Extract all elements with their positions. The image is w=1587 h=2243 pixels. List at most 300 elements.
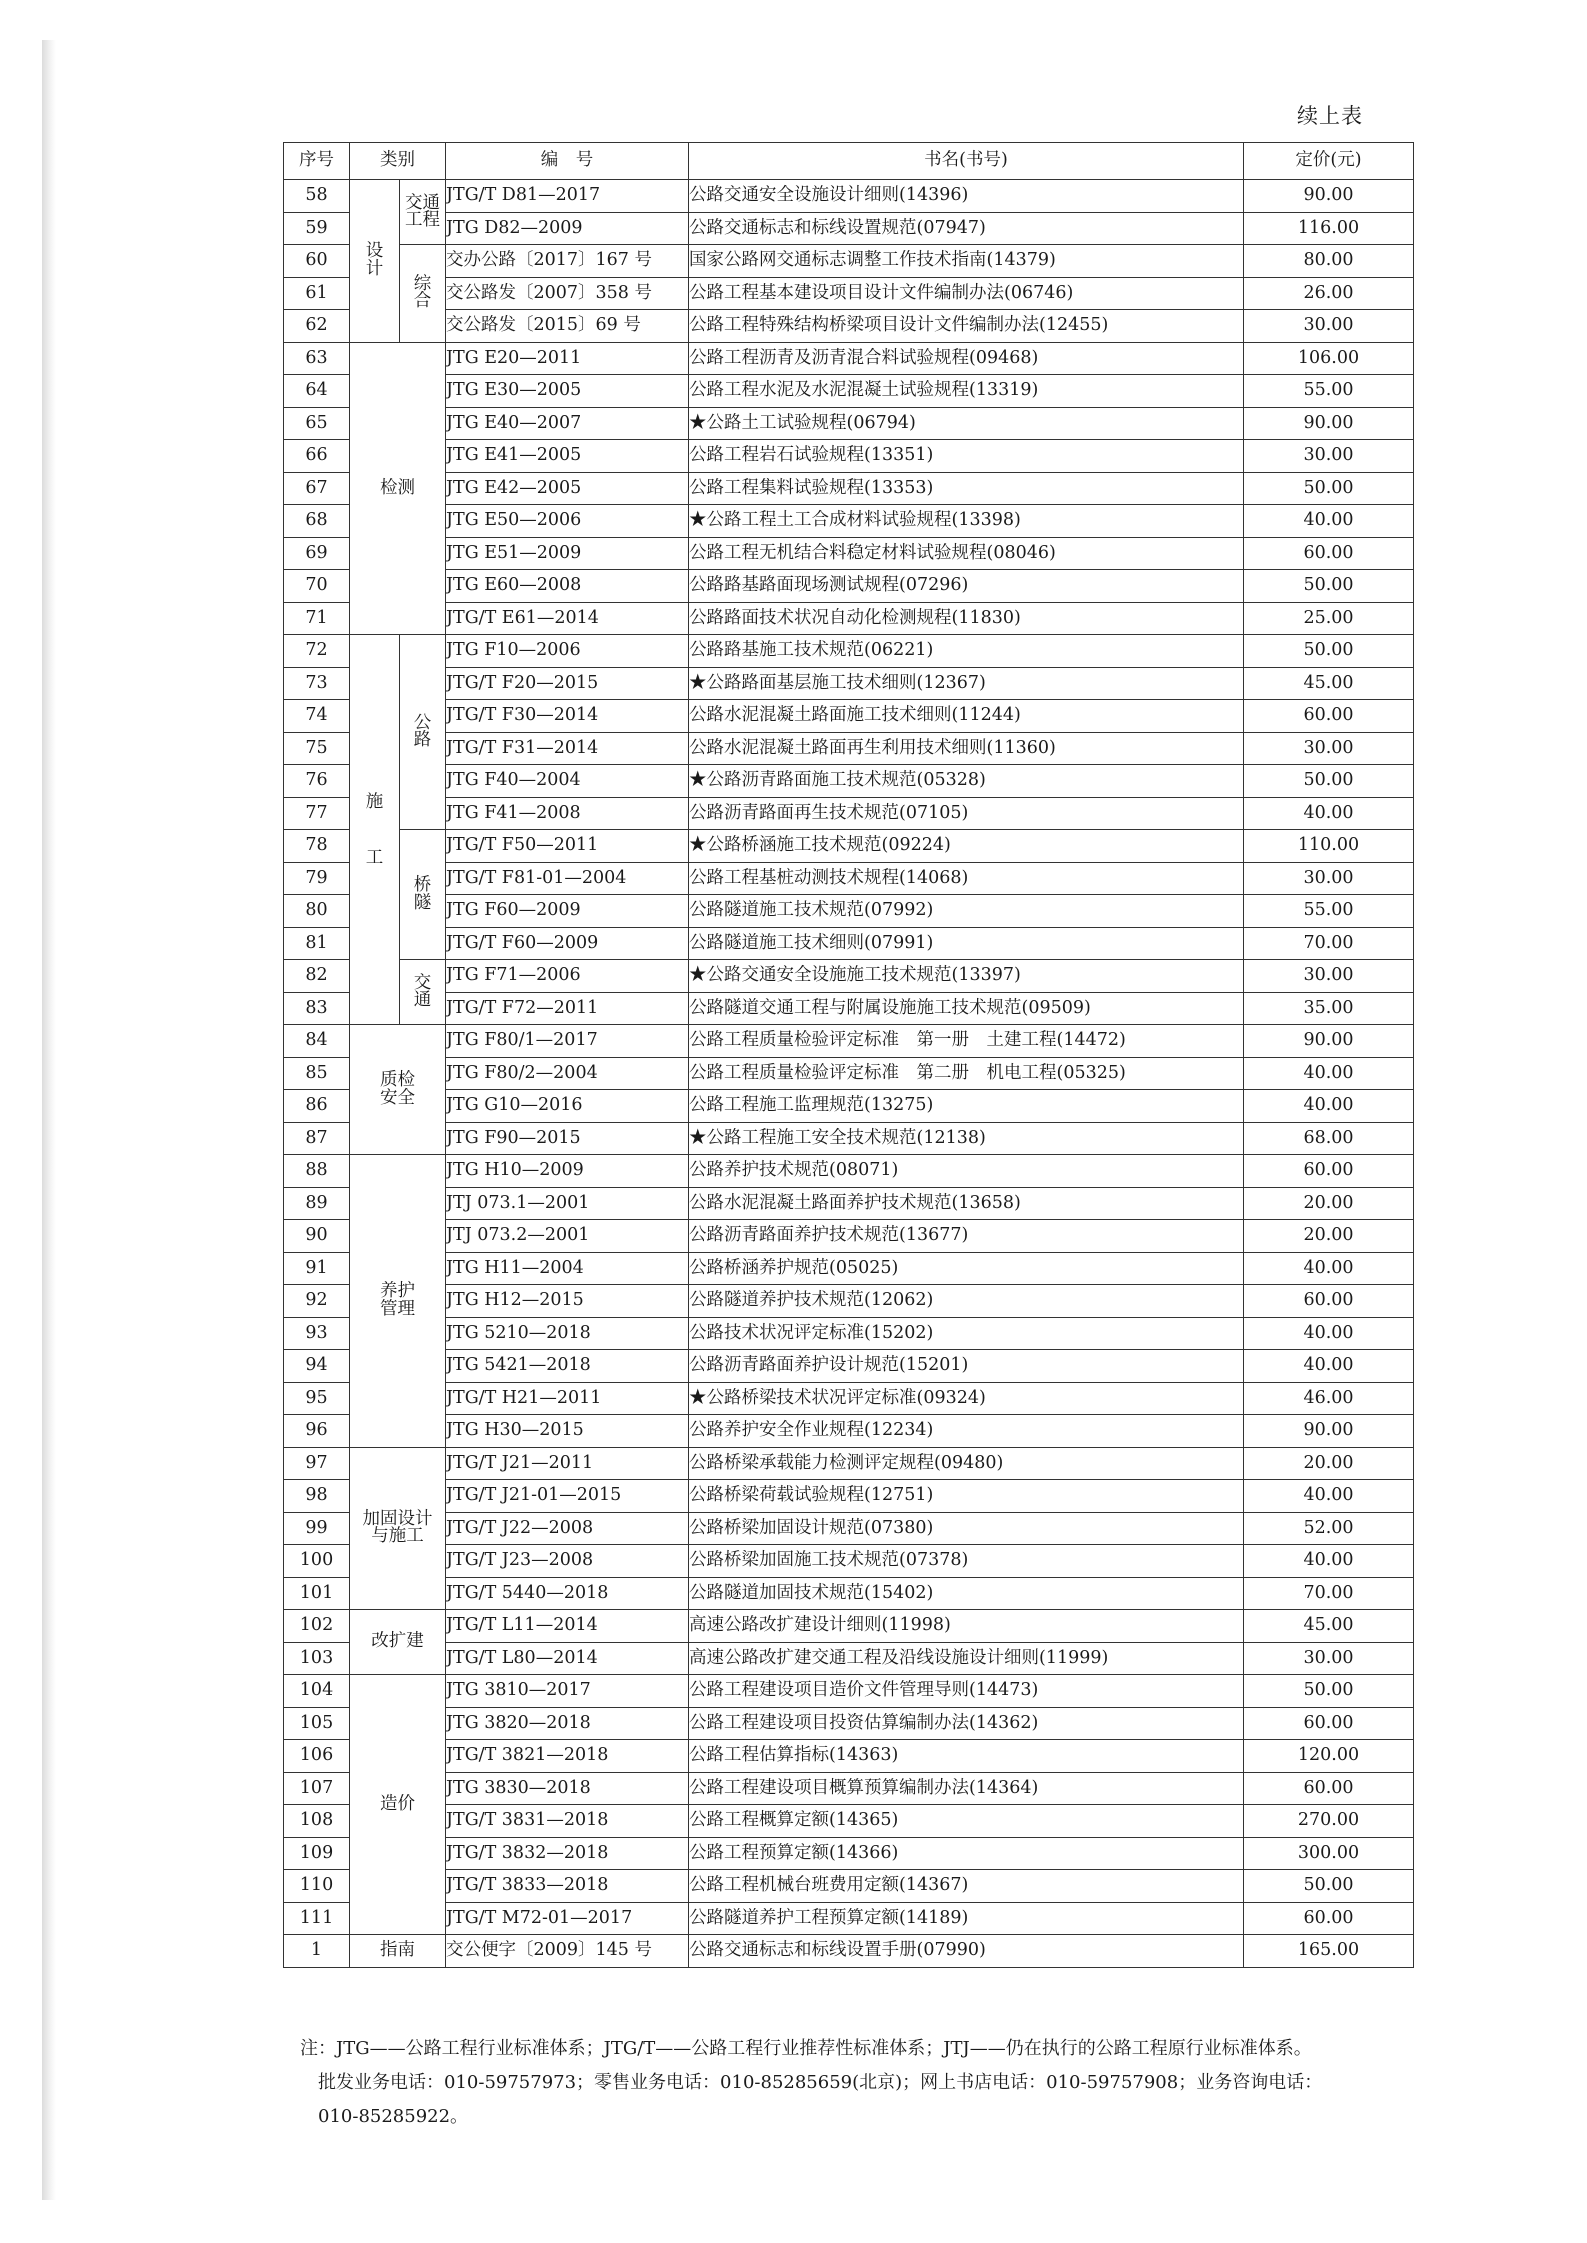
- table-row: [284, 1577, 1414, 1610]
- header-price: 定价(元): [1244, 143, 1414, 180]
- table-row: [284, 570, 1414, 603]
- row-title: 公路交通安全设施设计细则(14396): [689, 180, 1244, 213]
- row-no: 63: [284, 342, 350, 375]
- row-code: 交公路发〔2007〕358 号: [446, 277, 689, 310]
- row-title: 公路水泥混凝土路面再生利用技术细则(11360): [689, 732, 1244, 765]
- row-title: ★公路工程土工合成材料试验规程(13398): [689, 505, 1244, 538]
- table-row: [284, 1870, 1414, 1903]
- row-no: 93: [284, 1317, 350, 1350]
- row-code: JTG/T D81—2017: [446, 180, 689, 213]
- row-code: JTG/T F20—2015: [446, 667, 689, 700]
- row-price: 40.00: [1244, 1480, 1414, 1513]
- row-no: 68: [284, 505, 350, 538]
- row-title: ★公路土工试验规程(06794): [689, 407, 1244, 440]
- table-row: [284, 472, 1414, 505]
- table-row: [284, 862, 1414, 895]
- row-code: JTG/T 3821—2018: [446, 1740, 689, 1773]
- row-price: 45.00: [1244, 667, 1414, 700]
- row-no: 76: [284, 765, 350, 798]
- row-code: JTG/T J21—2011: [446, 1447, 689, 1480]
- row-code: JTG 5421—2018: [446, 1350, 689, 1383]
- row-no: 75: [284, 732, 350, 765]
- row-code: JTG F10—2006: [446, 635, 689, 668]
- table-row: [284, 1155, 1414, 1188]
- row-no: 85: [284, 1057, 350, 1090]
- row-no: 79: [284, 862, 350, 895]
- header-code: 编 号: [446, 143, 689, 180]
- row-code: JTG E60—2008: [446, 570, 689, 603]
- row-code: JTG E41—2005: [446, 440, 689, 473]
- row-price: 30.00: [1244, 1642, 1414, 1675]
- row-title: 公路工程基本建设项目设计文件编制办法(06746): [689, 277, 1244, 310]
- row-no: 88: [284, 1155, 350, 1188]
- row-title: 公路桥涵养护规范(05025): [689, 1252, 1244, 1285]
- header-title: 书名(书号): [689, 143, 1244, 180]
- table-row: [284, 797, 1414, 830]
- table-row: [284, 1675, 1414, 1708]
- category-testing: 检测: [350, 342, 446, 635]
- row-no: 66: [284, 440, 350, 473]
- row-no: 64: [284, 375, 350, 408]
- row-no: 70: [284, 570, 350, 603]
- row-title: 公路隧道养护技术规范(12062): [689, 1285, 1244, 1318]
- continued-label: 续上表: [1297, 104, 1363, 128]
- table-row: [284, 1935, 1414, 1968]
- row-code: JTG/T F60—2009: [446, 927, 689, 960]
- row-no: 71: [284, 602, 350, 635]
- row-code: JTG 3810—2017: [446, 1675, 689, 1708]
- row-price: 30.00: [1244, 310, 1414, 343]
- row-no: 65: [284, 407, 350, 440]
- row-price: 40.00: [1244, 505, 1414, 538]
- table-row: [284, 1057, 1414, 1090]
- row-title: 高速公路改扩建设计细则(11998): [689, 1610, 1244, 1643]
- category-maintenance: 养护管理: [350, 1155, 446, 1448]
- row-code: JTG/T F31—2014: [446, 732, 689, 765]
- row-title: 公路工程沥青及沥青混合料试验规程(09468): [689, 342, 1244, 375]
- table-row: [284, 1707, 1414, 1740]
- row-code: JTJ 073.1—2001: [446, 1187, 689, 1220]
- table-row: [284, 992, 1414, 1025]
- row-title: 公路工程质量检验评定标准 第二册 机电工程(05325): [689, 1057, 1244, 1090]
- row-title: ★公路路面基层施工技术细则(12367): [689, 667, 1244, 700]
- row-no: 97: [284, 1447, 350, 1480]
- row-title: 公路交通标志和标线设置手册(07990): [689, 1935, 1244, 1968]
- row-title: ★公路沥青路面施工技术规范(05328): [689, 765, 1244, 798]
- row-no: 59: [284, 212, 350, 245]
- table-row: [284, 180, 1414, 213]
- subcategory-construction-traffic: 交通: [400, 960, 446, 1025]
- row-price: 60.00: [1244, 1285, 1414, 1318]
- row-no: 73: [284, 667, 350, 700]
- table-row: [284, 1610, 1414, 1643]
- table-row: [284, 277, 1414, 310]
- header-category: 类别: [350, 143, 446, 180]
- row-code: JTG/T F30—2014: [446, 700, 689, 733]
- row-code: JTG/T F72—2011: [446, 992, 689, 1025]
- row-title: 公路桥梁荷载试验规程(12751): [689, 1480, 1244, 1513]
- table-row: [284, 1220, 1414, 1253]
- row-price: 40.00: [1244, 1317, 1414, 1350]
- row-code: JTG/T J21-01—2015: [446, 1480, 689, 1513]
- row-title: 公路隧道施工技术规范(07992): [689, 895, 1244, 928]
- row-title: 公路水泥混凝土路面施工技术细则(11244): [689, 700, 1244, 733]
- row-price: 30.00: [1244, 960, 1414, 993]
- row-no: 99: [284, 1512, 350, 1545]
- row-no: 86: [284, 1090, 350, 1123]
- row-code: 交公便字〔2009〕145 号: [446, 1935, 689, 1968]
- table-row: [284, 1805, 1414, 1838]
- category-cost: 造价: [350, 1675, 446, 1935]
- table-row: [284, 700, 1414, 733]
- row-price: 60.00: [1244, 1707, 1414, 1740]
- row-title: 公路工程概算定额(14365): [689, 1805, 1244, 1838]
- row-price: 70.00: [1244, 927, 1414, 960]
- row-no: 80: [284, 895, 350, 928]
- row-no: 96: [284, 1415, 350, 1448]
- category-quality-safety: 质检安全: [350, 1025, 446, 1155]
- row-code: JTG/T L80—2014: [446, 1642, 689, 1675]
- row-price: 50.00: [1244, 1675, 1414, 1708]
- table-row: [284, 1740, 1414, 1773]
- row-price: 110.00: [1244, 830, 1414, 863]
- row-title: 公路工程特殊结构桥梁项目设计文件编制办法(12455): [689, 310, 1244, 343]
- row-code: JTG E30—2005: [446, 375, 689, 408]
- row-no: 104: [284, 1675, 350, 1708]
- row-no: 94: [284, 1350, 350, 1383]
- row-no: 102: [284, 1610, 350, 1643]
- row-title: 公路工程岩石试验规程(13351): [689, 440, 1244, 473]
- row-no: 89: [284, 1187, 350, 1220]
- table-row: [284, 667, 1414, 700]
- row-no: 110: [284, 1870, 350, 1903]
- row-code: JTG E20—2011: [446, 342, 689, 375]
- row-title: 公路工程基桩动测技术规程(14068): [689, 862, 1244, 895]
- row-price: 106.00: [1244, 342, 1414, 375]
- row-title: 公路工程机械台班费用定额(14367): [689, 1870, 1244, 1903]
- table-row: [284, 830, 1414, 863]
- row-title: 公路桥梁加固设计规范(07380): [689, 1512, 1244, 1545]
- row-code: JTG E50—2006: [446, 505, 689, 538]
- row-title: 公路技术状况评定标准(15202): [689, 1317, 1244, 1350]
- row-no: 74: [284, 700, 350, 733]
- row-no: 101: [284, 1577, 350, 1610]
- row-no: 108: [284, 1805, 350, 1838]
- row-title: 公路沥青路面养护技术规范(13677): [689, 1220, 1244, 1253]
- subcategory-design-traffic: 交通工程: [400, 180, 446, 245]
- row-title: 公路工程建设项目投资估算编制办法(14362): [689, 1707, 1244, 1740]
- row-title: 公路隧道加固技术规范(15402): [689, 1577, 1244, 1610]
- row-code: JTG F90—2015: [446, 1122, 689, 1155]
- table-row: [284, 375, 1414, 408]
- row-price: 90.00: [1244, 1025, 1414, 1058]
- row-code: 交办公路〔2017〕167 号: [446, 245, 689, 278]
- table-row: [284, 1772, 1414, 1805]
- table-row: [284, 732, 1414, 765]
- row-price: 50.00: [1244, 765, 1414, 798]
- row-no: 72: [284, 635, 350, 668]
- row-price: 270.00: [1244, 1805, 1414, 1838]
- table-row: [284, 1415, 1414, 1448]
- row-code: JTG/T 3831—2018: [446, 1805, 689, 1838]
- row-title: 公路水泥混凝土路面养护技术规范(13658): [689, 1187, 1244, 1220]
- footnote-line-abbreviations: 注：JTG——公路工程行业标准体系；JTG/T——公路工程行业推荐性标准体系；JTJ——仍在执行的公路工程原行业标准体系。: [300, 2038, 1312, 2059]
- row-price: 40.00: [1244, 1252, 1414, 1285]
- footnote: [300, 2032, 1420, 2134]
- row-code: JTG G10—2016: [446, 1090, 689, 1123]
- row-price: 35.00: [1244, 992, 1414, 1025]
- row-no: 106: [284, 1740, 350, 1773]
- row-title: 公路隧道交通工程与附属设施施工技术规范(09509): [689, 992, 1244, 1025]
- row-code: JTG F71—2006: [446, 960, 689, 993]
- table-row: [284, 537, 1414, 570]
- table-row: [284, 1252, 1414, 1285]
- row-price: 30.00: [1244, 732, 1414, 765]
- row-title: 公路工程估算指标(14363): [689, 1740, 1244, 1773]
- row-price: 60.00: [1244, 1155, 1414, 1188]
- table-row: [284, 602, 1414, 635]
- row-price: 45.00: [1244, 1610, 1414, 1643]
- row-price: 52.00: [1244, 1512, 1414, 1545]
- row-price: 120.00: [1244, 1740, 1414, 1773]
- row-title: 公路养护技术规范(08071): [689, 1155, 1244, 1188]
- table-row: [284, 407, 1414, 440]
- row-price: 20.00: [1244, 1220, 1414, 1253]
- row-price: 46.00: [1244, 1382, 1414, 1415]
- row-no: 111: [284, 1902, 350, 1935]
- row-code: JTG/T J23—2008: [446, 1545, 689, 1578]
- row-price: 300.00: [1244, 1837, 1414, 1870]
- table-row: [284, 895, 1414, 928]
- table-row: [284, 927, 1414, 960]
- row-code: JTG D82—2009: [446, 212, 689, 245]
- row-title: 公路工程预算定额(14366): [689, 1837, 1244, 1870]
- row-title: 公路工程建设项目概算预算编制办法(14364): [689, 1772, 1244, 1805]
- table-row: [284, 1025, 1414, 1058]
- row-no: 105: [284, 1707, 350, 1740]
- row-price: 25.00: [1244, 602, 1414, 635]
- category-guide: 指南: [350, 1935, 446, 1968]
- row-code: JTG/T L11—2014: [446, 1610, 689, 1643]
- row-title: 公路沥青路面养护设计规范(15201): [689, 1350, 1244, 1383]
- row-price: 50.00: [1244, 635, 1414, 668]
- row-price: 60.00: [1244, 1772, 1414, 1805]
- row-no: 61: [284, 277, 350, 310]
- category-reinforcement: 加固设计与施工: [350, 1447, 446, 1610]
- row-code: JTG E40—2007: [446, 407, 689, 440]
- row-title: 公路工程施工监理规范(13275): [689, 1090, 1244, 1123]
- category-design: 设计: [350, 180, 400, 343]
- row-title: 公路工程质量检验评定标准 第一册 土建工程(14472): [689, 1025, 1244, 1058]
- row-no: 98: [284, 1480, 350, 1513]
- row-title: 公路路基路面现场测试规程(07296): [689, 570, 1244, 603]
- row-price: 40.00: [1244, 797, 1414, 830]
- row-price: 55.00: [1244, 895, 1414, 928]
- row-price: 50.00: [1244, 472, 1414, 505]
- row-price: 40.00: [1244, 1350, 1414, 1383]
- table-row: [284, 1187, 1414, 1220]
- row-price: 116.00: [1244, 212, 1414, 245]
- row-title: 公路交通标志和标线设置规范(07947): [689, 212, 1244, 245]
- row-price: 60.00: [1244, 537, 1414, 570]
- category-expansion: 改扩建: [350, 1610, 446, 1675]
- row-no: 90: [284, 1220, 350, 1253]
- row-price: 40.00: [1244, 1545, 1414, 1578]
- category-construction: 施工: [350, 635, 400, 1025]
- row-code: JTG H11—2004: [446, 1252, 689, 1285]
- row-no: 109: [284, 1837, 350, 1870]
- row-no: 82: [284, 960, 350, 993]
- row-title: 公路养护安全作业规程(12234): [689, 1415, 1244, 1448]
- row-price: 90.00: [1244, 1415, 1414, 1448]
- row-no: 91: [284, 1252, 350, 1285]
- row-price: 90.00: [1244, 180, 1414, 213]
- row-code: JTG H12—2015: [446, 1285, 689, 1318]
- table-row: [284, 1642, 1414, 1675]
- row-price: 50.00: [1244, 1870, 1414, 1903]
- row-price: 20.00: [1244, 1187, 1414, 1220]
- row-title: 公路桥梁加固施工技术规范(07378): [689, 1545, 1244, 1578]
- row-code: JTG/T 3833—2018: [446, 1870, 689, 1903]
- row-code: JTG F60—2009: [446, 895, 689, 928]
- row-price: 60.00: [1244, 700, 1414, 733]
- row-code: JTG 3830—2018: [446, 1772, 689, 1805]
- row-no: 81: [284, 927, 350, 960]
- subcategory-construction-road: 公路: [400, 635, 446, 830]
- row-code: JTG/T M72-01—2017: [446, 1902, 689, 1935]
- row-title: 公路沥青路面再生技术规范(07105): [689, 797, 1244, 830]
- row-price: 80.00: [1244, 245, 1414, 278]
- table-row: [284, 1480, 1414, 1513]
- row-price: 90.00: [1244, 407, 1414, 440]
- row-code: JTG E42—2005: [446, 472, 689, 505]
- row-code: JTG F40—2004: [446, 765, 689, 798]
- footnote-line-phones: 批发业务电话：010-59757973；零售业务电话：010-85285659(北京)；网上书店电话：010-59757908；业务咨询电话：: [318, 2072, 1323, 2093]
- row-no: 103: [284, 1642, 350, 1675]
- subcategory-construction-bridge-tunnel: 桥隧: [400, 830, 446, 960]
- subcategory-design-general: 综合: [400, 245, 446, 343]
- row-price: 165.00: [1244, 1935, 1414, 1968]
- row-code: JTG 3820—2018: [446, 1707, 689, 1740]
- table-row: [284, 1285, 1414, 1318]
- standards-catalog-table: [283, 142, 1414, 1968]
- row-title: 公路工程集料试验规程(13353): [689, 472, 1244, 505]
- row-code: JTG 5210—2018: [446, 1317, 689, 1350]
- row-no: 95: [284, 1382, 350, 1415]
- footnote-line-phone-continued: 010-85285922。: [318, 2106, 469, 2127]
- row-price: 30.00: [1244, 862, 1414, 895]
- row-title: 公路工程建设项目造价文件管理导则(14473): [689, 1675, 1244, 1708]
- row-code: JTG/T F50—2011: [446, 830, 689, 863]
- row-code: JTG/T F81-01—2004: [446, 862, 689, 895]
- table-row: [284, 1447, 1414, 1480]
- row-code: JTG H30—2015: [446, 1415, 689, 1448]
- table-row: [284, 1837, 1414, 1870]
- row-price: 40.00: [1244, 1090, 1414, 1123]
- table-header-row: [284, 143, 1414, 180]
- row-code: JTG/T H21—2011: [446, 1382, 689, 1415]
- row-title: 公路路基施工技术规范(06221): [689, 635, 1244, 668]
- row-no: 69: [284, 537, 350, 570]
- table-row: [284, 1512, 1414, 1545]
- row-price: 30.00: [1244, 440, 1414, 473]
- table-row: [284, 310, 1414, 343]
- table-row: [284, 1382, 1414, 1415]
- row-code: JTG F41—2008: [446, 797, 689, 830]
- table-row: [284, 342, 1414, 375]
- table-row: [284, 1122, 1414, 1155]
- table-row: [284, 635, 1414, 668]
- row-code: JTG F80/2—2004: [446, 1057, 689, 1090]
- row-title: 公路桥梁承载能力检测评定规程(09480): [689, 1447, 1244, 1480]
- row-price: 50.00: [1244, 570, 1414, 603]
- row-no: 84: [284, 1025, 350, 1058]
- row-code: JTG F80/1—2017: [446, 1025, 689, 1058]
- row-no: 77: [284, 797, 350, 830]
- row-code: JTG E51—2009: [446, 537, 689, 570]
- row-price: 60.00: [1244, 1902, 1414, 1935]
- header-seq: 序号: [284, 143, 350, 180]
- row-code: JTG H10—2009: [446, 1155, 689, 1188]
- row-code: JTG/T E61—2014: [446, 602, 689, 635]
- row-no: 58: [284, 180, 350, 213]
- row-price: 68.00: [1244, 1122, 1414, 1155]
- table-row: [284, 212, 1414, 245]
- row-price: 70.00: [1244, 1577, 1414, 1610]
- table-row: [284, 960, 1414, 993]
- table-row: [284, 1902, 1414, 1935]
- table-row: [284, 1090, 1414, 1123]
- row-title: ★公路桥梁技术状况评定标准(09324): [689, 1382, 1244, 1415]
- table-row: [284, 440, 1414, 473]
- row-title: 公路路面技术状况自动化检测规程(11830): [689, 602, 1244, 635]
- row-code: 交公路发〔2015〕69 号: [446, 310, 689, 343]
- row-price: 40.00: [1244, 1057, 1414, 1090]
- table-row: [284, 1350, 1414, 1383]
- row-title: 高速公路改扩建交通工程及沿线设施设计细则(11999): [689, 1642, 1244, 1675]
- row-title: 公路工程无机结合料稳定材料试验规程(08046): [689, 537, 1244, 570]
- row-no: 78: [284, 830, 350, 863]
- row-no: 107: [284, 1772, 350, 1805]
- scan-edge-shadow: [42, 40, 56, 2200]
- row-title: 公路隧道养护工程预算定额(14189): [689, 1902, 1244, 1935]
- row-no: 60: [284, 245, 350, 278]
- table-row: [284, 505, 1414, 538]
- row-title: ★公路工程施工安全技术规范(12138): [689, 1122, 1244, 1155]
- table-row: [284, 765, 1414, 798]
- row-no: 62: [284, 310, 350, 343]
- row-title: 公路隧道施工技术细则(07991): [689, 927, 1244, 960]
- row-title: ★公路交通安全设施施工技术规范(13397): [689, 960, 1244, 993]
- row-no: 83: [284, 992, 350, 1025]
- row-price: 26.00: [1244, 277, 1414, 310]
- row-no: 87: [284, 1122, 350, 1155]
- row-price: 55.00: [1244, 375, 1414, 408]
- row-code: JTG/T J22—2008: [446, 1512, 689, 1545]
- table-row: [284, 245, 1414, 278]
- table-row: [284, 1317, 1414, 1350]
- row-no: 92: [284, 1285, 350, 1318]
- row-code: JTG/T 5440—2018: [446, 1577, 689, 1610]
- row-title: 公路工程水泥及水泥混凝土试验规程(13319): [689, 375, 1244, 408]
- table-row: [284, 1545, 1414, 1578]
- row-title: ★公路桥涵施工技术规范(09224): [689, 830, 1244, 863]
- row-title: 国家公路网交通标志调整工作技术指南(14379): [689, 245, 1244, 278]
- row-code: JTJ 073.2—2001: [446, 1220, 689, 1253]
- row-no: 100: [284, 1545, 350, 1578]
- row-no: 67: [284, 472, 350, 505]
- row-code: JTG/T 3832—2018: [446, 1837, 689, 1870]
